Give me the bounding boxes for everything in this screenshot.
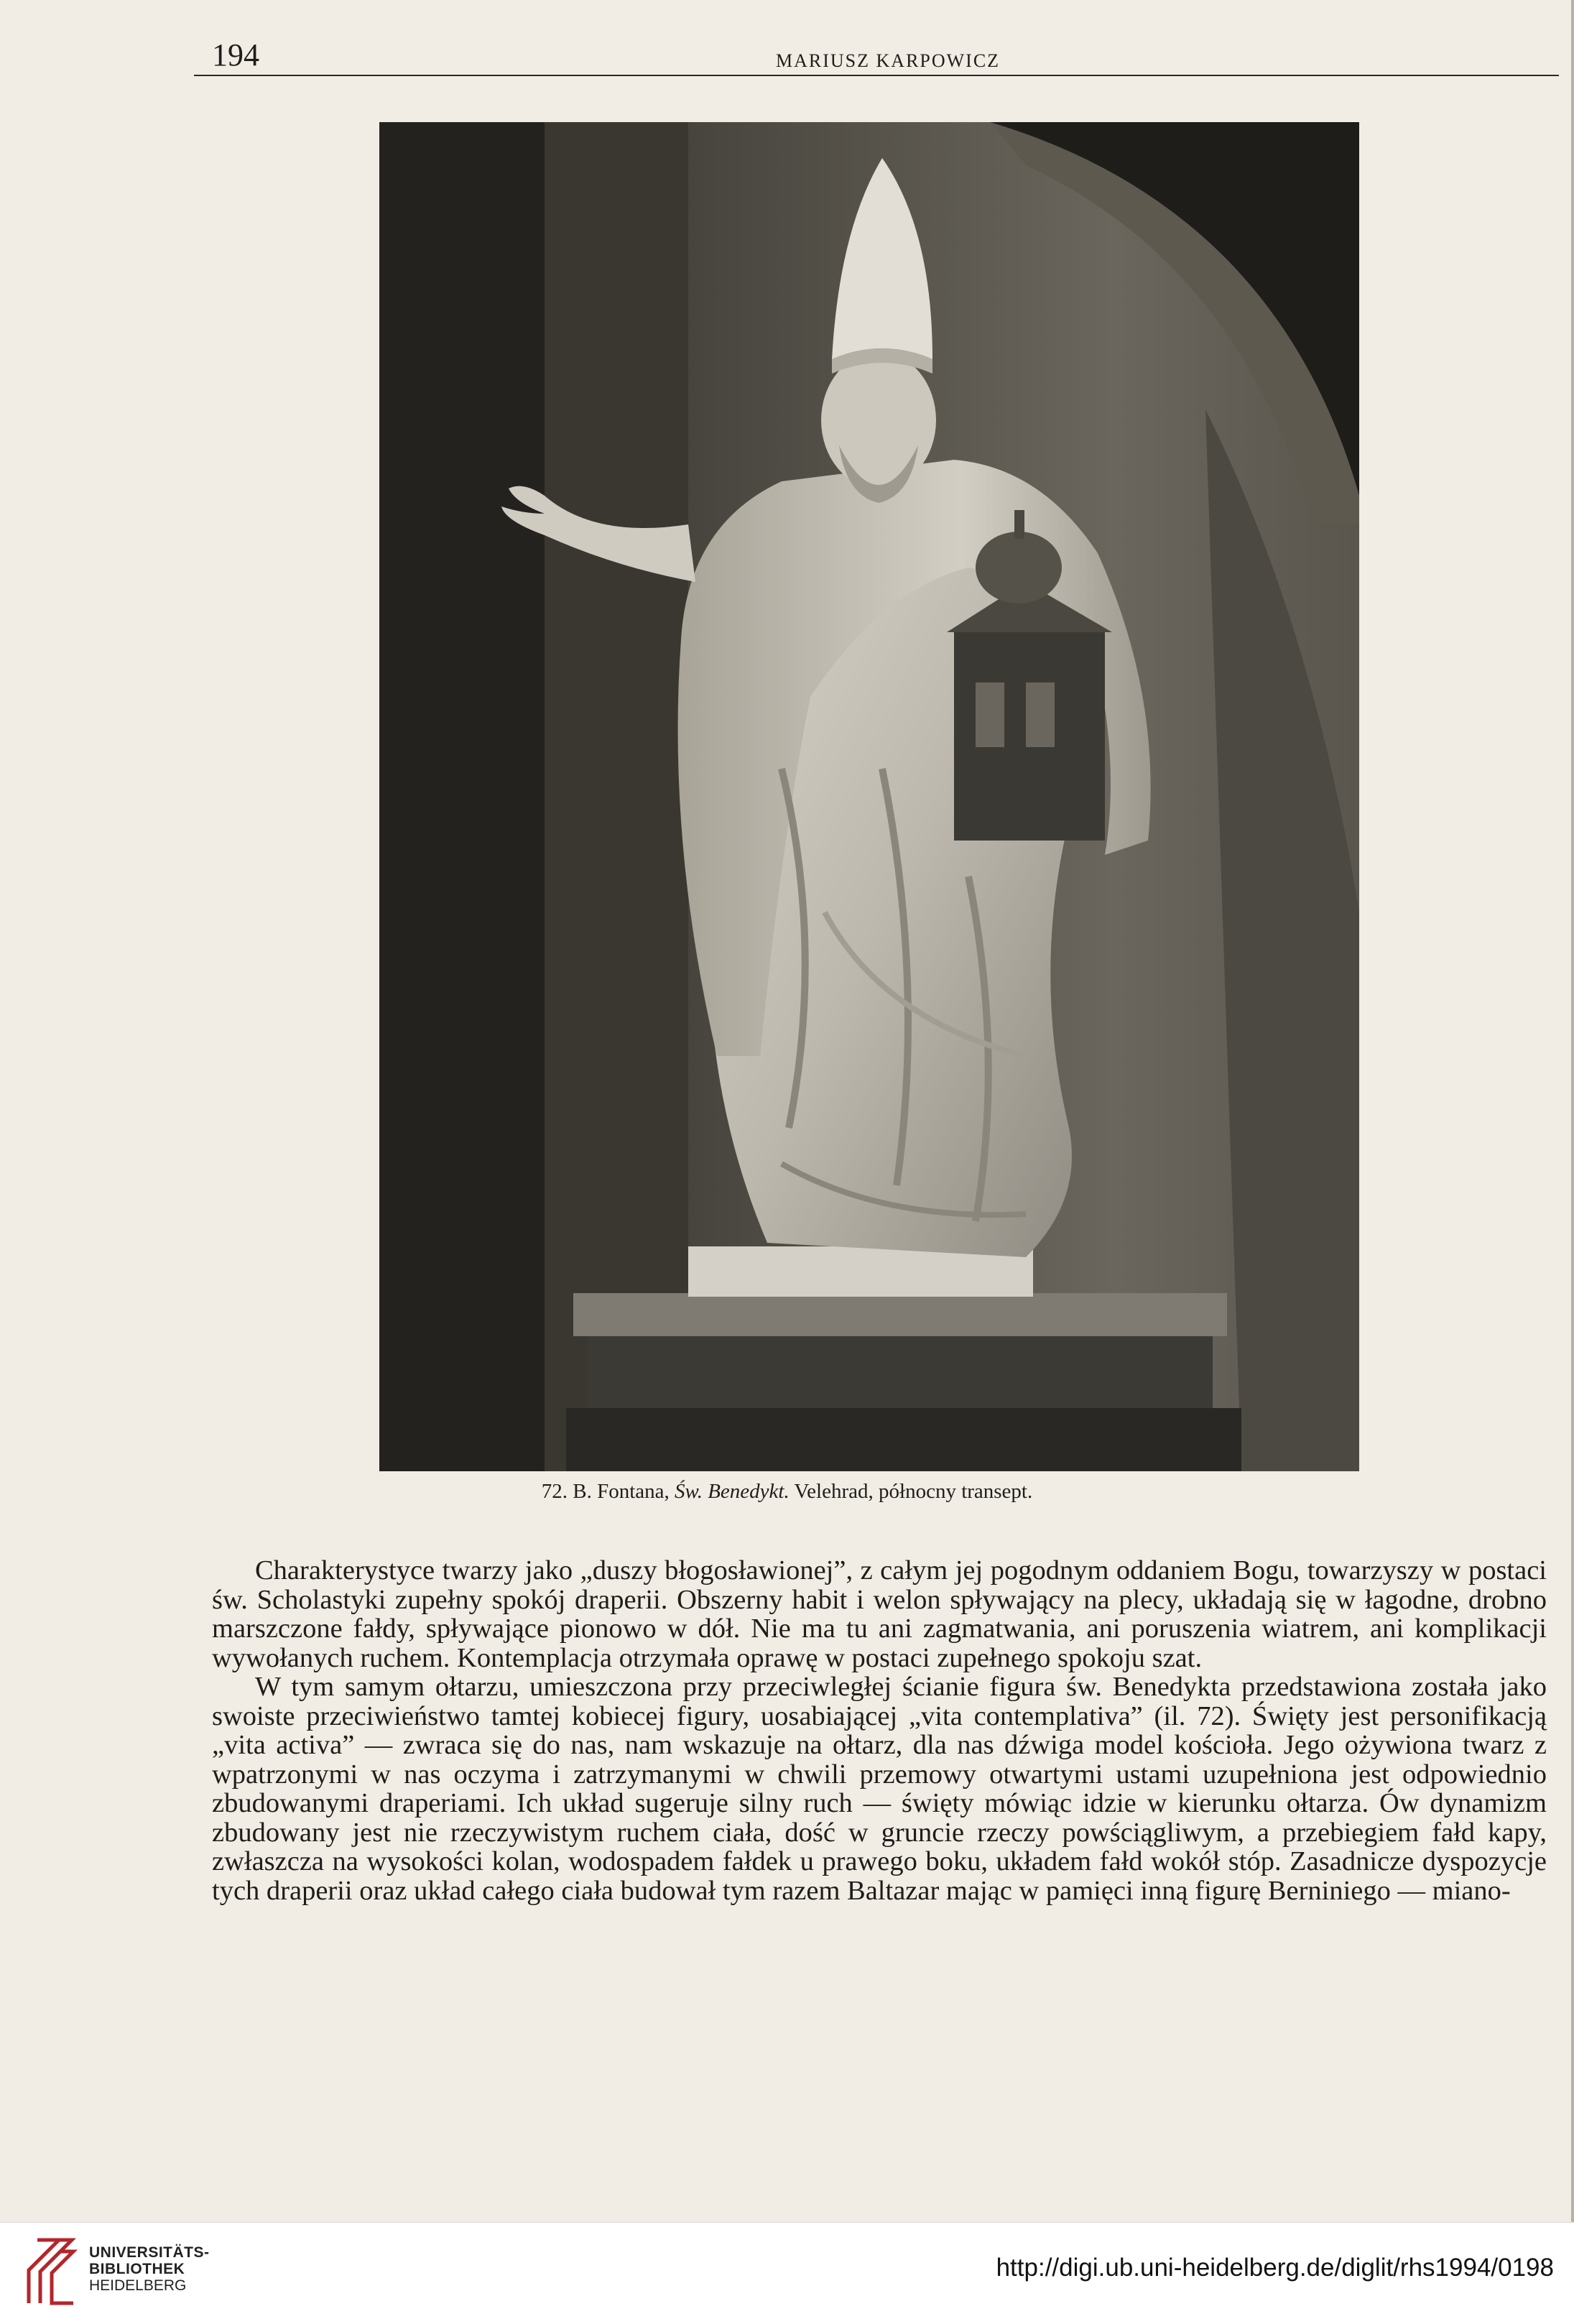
library-name-line2: BIBLIOTHEK xyxy=(89,2261,185,2277)
library-name-line1: UNIVERSITÄTS- xyxy=(89,2244,210,2261)
statue-photo-drawing xyxy=(379,122,1359,1471)
paragraph: Charakterystyce twarzy jako „duszy błogosławionej”, z całym jej pogodnym oddaniem Bogu, towarzyszy w postaci św. Scholastyki zupełny spokój draperii. Obszerny habit i welon spływający na plecy, układają się w łagodne, drobno marszczone fałdy, spływające pionowo w dół. Nie ma tu ani zagmatwania, ani poruszenia wiatrem, ani komplikacji wywołanych ruchem. Kontemplacja otrzymała oprawę w postaci zupełnego spokoju szat. xyxy=(212,1555,1547,1673)
statue-photograph xyxy=(379,122,1359,1471)
running-head: MARIUSZ KARPOWICZ xyxy=(776,50,1001,71)
figure-caption xyxy=(0,1478,1574,1504)
library-logo-icon[interactable] xyxy=(16,2234,82,2309)
header-rule xyxy=(194,75,1559,76)
page-edge xyxy=(1571,0,1574,2222)
caption-prefix: 72. B. Fontana, xyxy=(541,1480,670,1503)
permalink-url[interactable]: http://digi.ub.uni-heidelberg.de/diglit/rhs1994/0198 xyxy=(996,2254,1554,2282)
caption-title: Św. Benedykt. xyxy=(675,1480,790,1503)
page-number: 194 xyxy=(212,37,259,73)
body-text xyxy=(212,1556,1547,1905)
caption-location: Velehrad, północny transept. xyxy=(794,1480,1033,1503)
paragraph: W tym samym ołtarzu, umieszczona przy przeciwległej ścianie figura św. Benedykta przedstawiona została jako swoiste przeciwieństwo tamtej kobiecej figury, uosabiającej „vita contemplativa” (il. 72). Święty jest personifikacją „vita activa” — zwraca się do nas, nam wskazuje na ołtarz, dla nas dźwiga model kościoła. Jego ożywiona twarz z wpatrzonymi w nas oczyma i zatrzymanymi w chwili przemowy otwartymi ustami uzupełniona jest odpowiednio zbudowanymi draperiami. Ich układ sugeruje silny ruch — święty mówiąc idzie w kierunku ołtarza. Ów dynamizm zbudowany jest nie rzeczywistym ruchem ciała, dość w gruncie rzeczy powściągliwym, a przebiegiem fałd kapy, zwłaszcza na wysokości kolan, wodospadem fałdek u prawego boku, układem fałd wokół stóp. Zasadnicze dyspozycje tych draperii oraz układ całego ciała budował tym razem Baltazar mając w pamięci inną figurę Berniniego — miano- xyxy=(212,1672,1547,1906)
library-name-line3: HEIDELBERG xyxy=(89,2277,187,2294)
library-name xyxy=(89,2244,210,2294)
